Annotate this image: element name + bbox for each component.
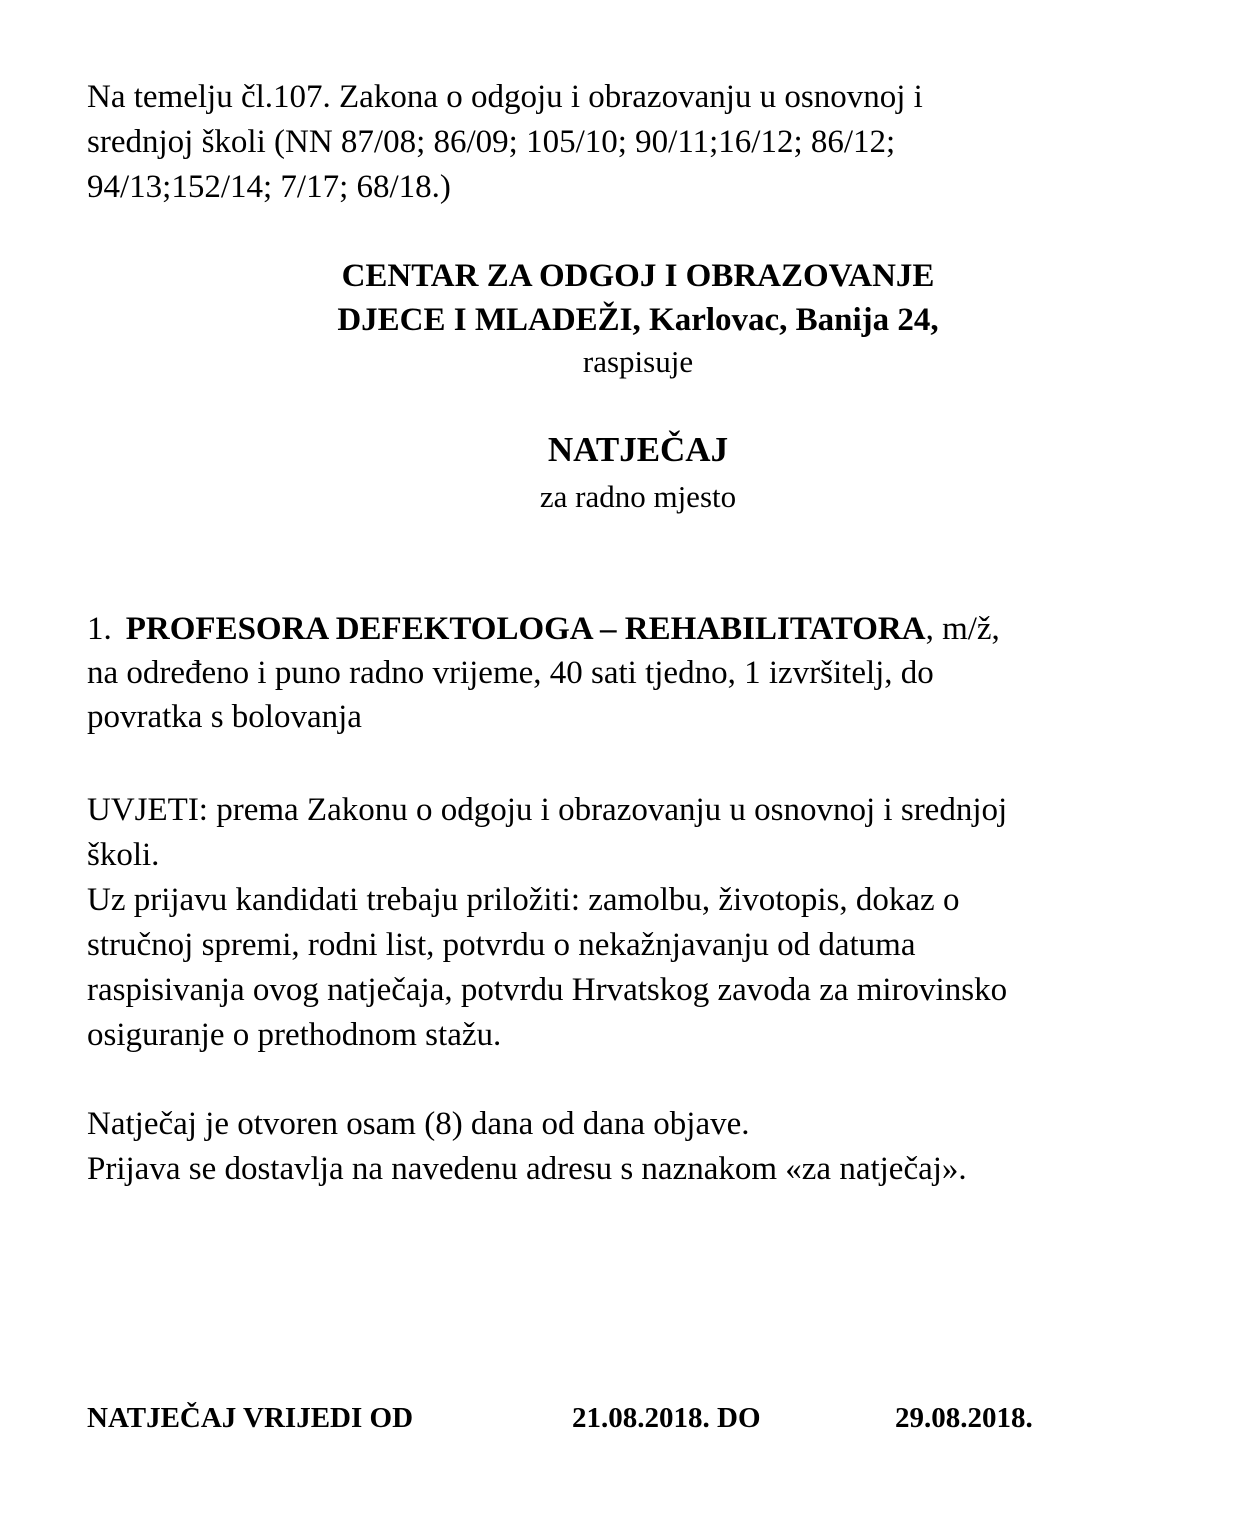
position-description [87,607,1197,739]
position-line: na određeno i puno radno vrijeme, 40 sati tjedno, 1 izvršitelj, do [87,655,934,691]
conditions-line: UVJETI: prema Zakonu o odgoju i obrazovanju u osnovnoj i srednjoj [87,792,1008,828]
organization-line: DJECE I MLADEŽI, Karlovac, Banija 24, [337,302,939,338]
position-line [87,607,1197,651]
position-title: PROFESORA DEFEKTOLOGA – REHABILITATORA [125,611,926,647]
validity-label: NATJEČAJ VRIJEDI OD [87,1402,414,1434]
closing-section [87,1102,1197,1192]
announces-text: raspisuje [582,344,694,379]
position-line: povratka s bolovanja [87,699,362,735]
legal-basis-line: Na temelju čl.107. Zakona o odgoju i obrazovanju u osnovnoj i [87,79,923,115]
announcement-title: NATJEČAJ [547,430,729,469]
conditions-line: stručnoj spremi, rodni list, potvrdu o nekažnjavanju od datuma [87,927,916,963]
conditions-line: školi. [87,837,160,873]
conditions-section [87,788,1197,1058]
conditions-line: raspisivanja ovog natječaja, potvrdu Hrvatskog zavoda za mirovinsko [87,972,1008,1008]
position-gender-suffix: , m/ž, [925,611,1000,647]
legal-basis [87,75,1177,210]
conditions-line: Uz prijavu kandidati trebaju priložiti: zamolbu, životopis, dokaz o [87,882,960,918]
validity-from-date: 21.08.2018. DO [572,1402,761,1434]
legal-basis-line: srednjoj školi (NN 87/08; 86/09; 105/10; 90/11;16/12; 86/12; [87,124,896,160]
conditions-line: osiguranje o prethodnom stažu. [87,1017,502,1053]
legal-basis-line: 94/13;152/14; 7/17; 68/18.) [87,169,451,205]
announcement-subtitle: za radno mjesto [539,479,737,514]
validity-to-date: 29.08.2018. [895,1402,1033,1434]
organization-name [10,254,1256,342]
closing-line: Natječaj je otvoren osam (8) dana od dana objave. [87,1106,750,1142]
position-number: 1. [87,611,112,647]
closing-line: Prijava se dostavlja na navedenu adresu s naznakom «za natječaj». [87,1151,967,1187]
organization-line: CENTAR ZA ODGOJ I OBRAZOVANJE [341,258,935,294]
